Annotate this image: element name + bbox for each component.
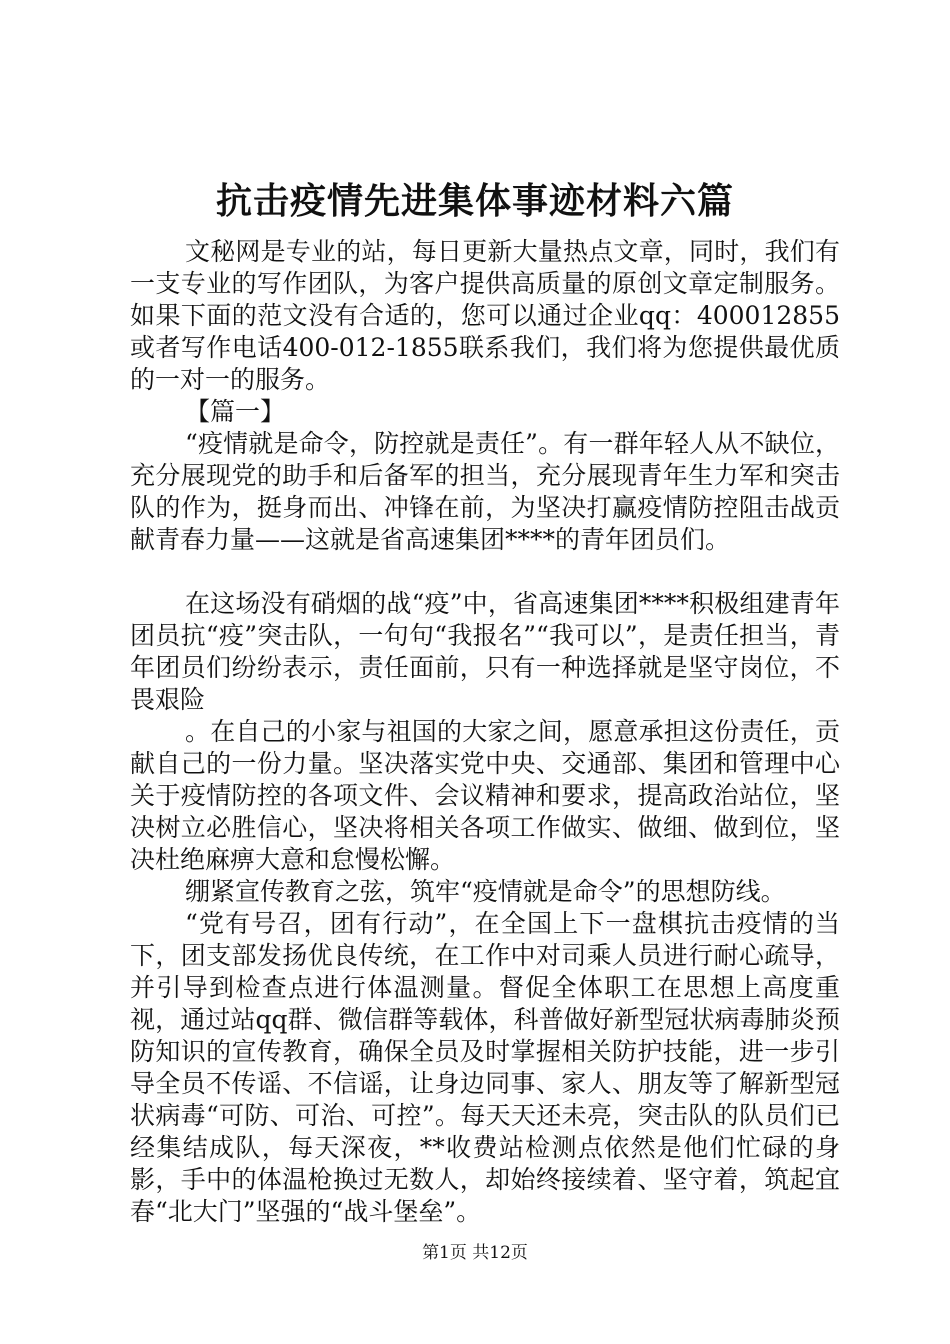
document-title: 抗击疫情先进集体事迹材料六篇: [215, 180, 734, 222]
body-paragraph: “党有号召，团有行动”，在全国上下一盘棋抗击疫情的当下，团支部发扬优良传统，在工作中对司乘人员进行耐心疏导，并引导到检查点进行体温测量。督促全体职工在思想上高度重视，通过站qq群、微信群等载体，科普做好新型冠状病毒肺炎预防知识的宣传教育，确保全员及时掌握相关防护技能，进一步引导全员不传谣、不信谣，让身边同事、家人、朋友等了解新型冠状病毒“可防、可治、可控”。每天天还未亮，突击队的队员们已经集结成队，每天深夜，**收费站检测点依然是他们忙碌的身影，手中的体温枪换过无数人，却始终接续着、坚守着，筑起宜春“北大门”坚强的“战斗堡垒”。: [130, 909, 840, 1226]
body-paragraph: 在这场没有硝烟的战“疫”中，省高速集团****积极组建青年团员抗“疫”突击队，一句句“我报名”“我可以”，是责任担当，青年团员们纷纷表示，责任面前，只有一种选择就是坚守岗位，不畏艰险: [130, 589, 840, 714]
body-paragraph: 。在自己的小家与祖国的大家之间，愿意承担这份责任，贡献自己的一份力量。坚决落实党中央、交通部、集团和管理中心关于疫情防控的各项文件、会议精神和要求，提高政治站位，坚决树立必胜信心，坚决将相关各项工作做实、做细、做到位，坚决杜绝麻痹大意和怠慢松懈。: [130, 717, 840, 874]
page-footer: 第1页 共12页: [422, 1243, 528, 1263]
section-heading: 【篇一】: [185, 397, 286, 426]
body-paragraph: 绷紧宣传教育之弦，筑牢“疫情就是命令”的思想防线。: [185, 877, 786, 906]
body-paragraph: “疫情就是命令，防控就是责任”。有一群年轻人从不缺位，充分展现党的助手和后备军的担当，充分展现青年生力军和突击队的作为，挺身而出、冲锋在前，为坚决打赢疫情防控阻击战贡献青春力量——这就是省高速集团****的青年团员们。: [130, 429, 840, 554]
intro-paragraph: 文秘网是专业的站，每日更新大量热点文章，同时，我们有一支专业的写作团队，为客户提供高质量的原创文章定制服务。如果下面的范文没有合适的，您可以通过企业qq：400012855或者写作电话400-012-1855联系我们，我们将为您提供最优质的一对一的服务。: [130, 237, 840, 394]
document-body: [130, 236, 840, 1228]
